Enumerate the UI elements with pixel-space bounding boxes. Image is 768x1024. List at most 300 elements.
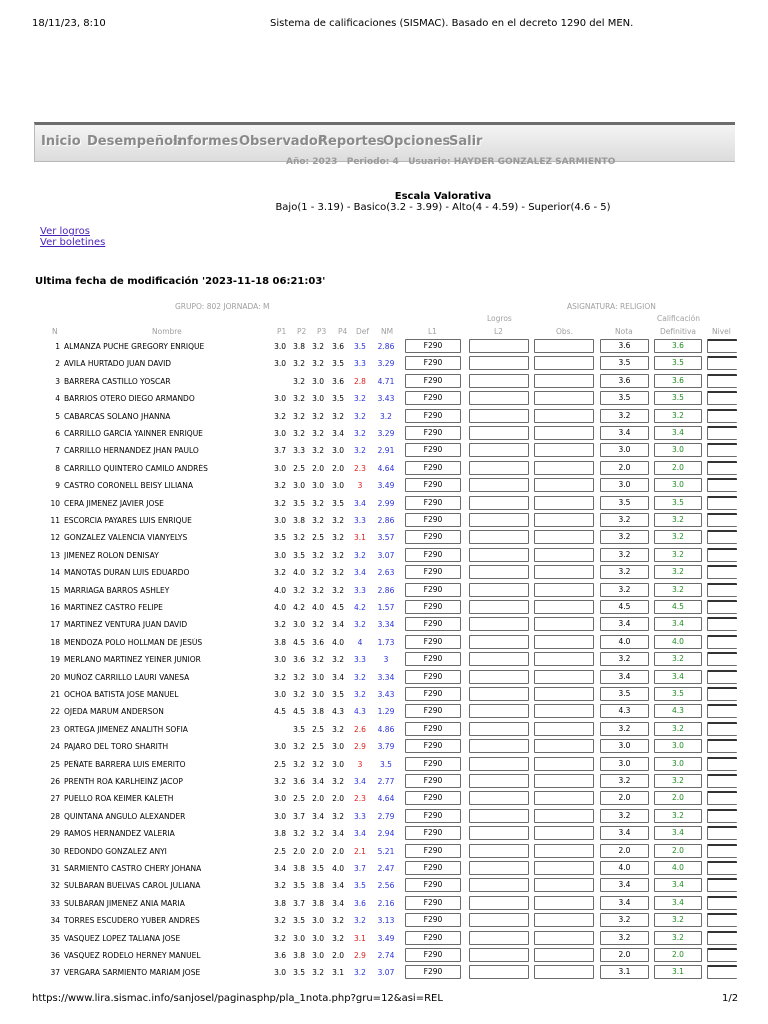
- logro-l2-field[interactable]: [469, 844, 529, 858]
- grade-nm: 3.49: [377, 481, 395, 491]
- grade-p3: 3.0: [312, 933, 324, 943]
- menu-desempenos[interactable]: Desempeños: [87, 134, 181, 149]
- grade-p1: 3.7: [274, 446, 286, 456]
- logro-l1-field[interactable]: F290: [405, 339, 461, 353]
- nota-field[interactable]: 3.2: [600, 931, 649, 945]
- grade-def: 3.3: [354, 516, 366, 525]
- observation-field[interactable]: [534, 913, 594, 927]
- nivel-field[interactable]: [707, 965, 737, 979]
- logro-l2-field[interactable]: [469, 704, 529, 718]
- calificacion-definitiva-field[interactable]: 3.2: [654, 809, 702, 823]
- logro-l2-field[interactable]: [469, 809, 529, 823]
- logro-l2-field[interactable]: [469, 374, 529, 388]
- row-number: 20: [50, 672, 60, 682]
- observation-field[interactable]: [534, 356, 594, 370]
- grade-nm: 2.77: [377, 777, 395, 786]
- logro-l1-field[interactable]: F290: [405, 774, 461, 788]
- logro-l2-field[interactable]: [469, 913, 529, 927]
- col-p4: P4: [338, 327, 348, 336]
- logro-l1-field[interactable]: F290: [405, 374, 461, 388]
- grade-p1: 3.0: [274, 394, 286, 404]
- grade-p3: 3.0: [312, 672, 324, 682]
- observation-field[interactable]: [534, 426, 594, 440]
- grade-def: 3.2: [354, 429, 366, 438]
- nivel-field[interactable]: [707, 704, 737, 718]
- calificacion-definitiva-field[interactable]: 2.0: [654, 844, 702, 858]
- nota-field[interactable]: 3.4: [600, 426, 649, 440]
- nivel-field[interactable]: [707, 722, 737, 736]
- observation-field[interactable]: [534, 583, 594, 597]
- observation-field[interactable]: [534, 948, 594, 962]
- nivel-field[interactable]: [707, 635, 737, 649]
- nota-field[interactable]: 3.1: [600, 965, 649, 979]
- nivel-field[interactable]: [707, 530, 737, 544]
- nota-field[interactable]: 3.0: [600, 443, 649, 457]
- logro-l2-field[interactable]: [469, 513, 529, 527]
- student-name: REDONDO GONZALEZ ANYI: [64, 846, 167, 856]
- nivel-field[interactable]: [707, 461, 737, 475]
- logro-l1-field[interactable]: F290: [405, 704, 461, 718]
- calificacion-definitiva-field[interactable]: 3.4: [654, 426, 702, 440]
- grade-def: 3.1: [354, 933, 366, 943]
- logro-l1-field[interactable]: F290: [405, 722, 461, 736]
- grade-p4: 3.4: [332, 829, 344, 839]
- logro-l1-field[interactable]: F290: [405, 356, 461, 370]
- logro-l2-field[interactable]: [469, 565, 529, 579]
- logro-l2-field[interactable]: [469, 426, 529, 440]
- logro-l1-field[interactable]: F290: [405, 583, 461, 597]
- menu-observador[interactable]: Observador: [239, 134, 325, 149]
- nota-field[interactable]: 3.5: [600, 687, 649, 701]
- nivel-field[interactable]: [707, 739, 737, 753]
- observation-field[interactable]: [534, 739, 594, 753]
- student-name: CARRILLO GARCIA YAINNER ENRIQUE: [64, 429, 203, 438]
- calificacion-definitiva-field[interactable]: 3.2: [654, 583, 702, 597]
- nota-field[interactable]: 3.0: [600, 739, 649, 753]
- nivel-field[interactable]: [707, 443, 737, 457]
- logro-l2-field[interactable]: [469, 600, 529, 614]
- grade-p1: 3.2: [274, 620, 286, 630]
- nota-field[interactable]: 3.2: [600, 913, 649, 927]
- nivel-field[interactable]: [707, 391, 737, 405]
- nota-field[interactable]: 3.2: [600, 583, 649, 597]
- logro-l1-field[interactable]: F290: [405, 878, 461, 892]
- grade-nm: 2.63: [377, 568, 395, 578]
- nivel-field[interactable]: [707, 548, 737, 562]
- calificacion-definitiva-field[interactable]: 2.0: [654, 791, 702, 805]
- observation-field[interactable]: [534, 548, 594, 562]
- nota-field[interactable]: 3.5: [600, 391, 649, 405]
- table-row: [0, 964, 768, 981]
- nota-field[interactable]: 4.3: [600, 704, 649, 718]
- grade-p2: 3.2: [293, 742, 305, 752]
- student-name: MARRIAGA BARROS ASHLEY: [64, 585, 170, 595]
- nivel-field[interactable]: [707, 496, 737, 510]
- nivel-field[interactable]: [707, 356, 737, 370]
- observation-field[interactable]: [534, 878, 594, 892]
- grade-p2: 3.2: [293, 394, 305, 404]
- logro-l2-field[interactable]: [469, 774, 529, 788]
- col-n: N: [52, 327, 58, 336]
- calificacion-definitiva-field[interactable]: 3.5: [654, 687, 702, 701]
- calificacion-definitiva-field[interactable]: 3.4: [654, 617, 702, 631]
- grade-p4: 3.2: [332, 655, 344, 665]
- table-row: [0, 651, 768, 668]
- grade-nm: 1.29: [377, 707, 395, 717]
- nivel-field[interactable]: [707, 409, 737, 423]
- nota-field[interactable]: 2.0: [600, 844, 649, 858]
- nota-field[interactable]: 3.6: [600, 374, 649, 388]
- nota-field[interactable]: 3.2: [600, 652, 649, 666]
- logro-l1-field[interactable]: F290: [405, 809, 461, 823]
- nivel-field[interactable]: [707, 791, 737, 805]
- observation-field[interactable]: [534, 565, 594, 579]
- logro-l2-field[interactable]: [469, 739, 529, 753]
- nota-field[interactable]: 2.0: [600, 791, 649, 805]
- calificacion-definitiva-field[interactable]: 3.2: [654, 652, 702, 666]
- nota-field[interactable]: 2.0: [600, 461, 649, 475]
- nivel-field[interactable]: [707, 757, 737, 771]
- logro-l1-field[interactable]: F290: [405, 600, 461, 614]
- observation-field[interactable]: [534, 896, 594, 910]
- menu-inicio[interactable]: Inicio: [41, 134, 81, 149]
- observation-field[interactable]: [534, 861, 594, 875]
- grade-def: 3.4: [354, 777, 366, 786]
- calificacion-definitiva-field[interactable]: 3.2: [654, 548, 702, 562]
- nivel-field[interactable]: [707, 339, 737, 353]
- nota-field[interactable]: 3.4: [600, 896, 649, 910]
- logro-l1-field[interactable]: F290: [405, 896, 461, 910]
- observation-field[interactable]: [534, 826, 594, 840]
- nota-field[interactable]: 4.5: [600, 600, 649, 614]
- logro-l2-field[interactable]: [469, 878, 529, 892]
- grade-p3: 3.0: [312, 916, 324, 926]
- observation-field[interactable]: [534, 722, 594, 736]
- row-number: 33: [50, 898, 60, 908]
- logro-l2-field[interactable]: [469, 757, 529, 771]
- observation-field[interactable]: [534, 409, 594, 423]
- grade-def: 2.9: [354, 742, 366, 752]
- nota-field[interactable]: 3.4: [600, 617, 649, 631]
- grade-p1: 3.0: [274, 516, 286, 525]
- logro-l2-field[interactable]: [469, 478, 529, 492]
- nivel-field[interactable]: [707, 913, 737, 927]
- observation-field[interactable]: [534, 670, 594, 684]
- observation-field[interactable]: [534, 443, 594, 457]
- observation-field[interactable]: [534, 687, 594, 701]
- observation-field[interactable]: [534, 617, 594, 631]
- grade-nm: 3.49: [377, 933, 395, 943]
- row-number: 27: [50, 794, 60, 804]
- logro-l2-field[interactable]: [469, 461, 529, 475]
- observation-field[interactable]: [534, 391, 594, 405]
- ver-logros-link[interactable]: Ver logros: [40, 226, 90, 237]
- calificacion-definitiva-field[interactable]: 3.2: [654, 513, 702, 527]
- observation-field[interactable]: [534, 513, 594, 527]
- calificacion-definitiva-field[interactable]: 3.2: [654, 722, 702, 736]
- nivel-field[interactable]: [707, 844, 737, 858]
- logro-l2-field[interactable]: [469, 409, 529, 423]
- logro-l2-field[interactable]: [469, 722, 529, 736]
- calificacion-definitiva-field[interactable]: 3.4: [654, 878, 702, 892]
- nota-field[interactable]: 3.6: [600, 339, 649, 353]
- calificacion-definitiva-field[interactable]: 3.0: [654, 739, 702, 753]
- grade-p4: 3.0: [332, 481, 344, 491]
- calificacion-definitiva-field[interactable]: 3.2: [654, 913, 702, 927]
- nota-field[interactable]: 3.2: [600, 409, 649, 423]
- nivel-field[interactable]: [707, 513, 737, 527]
- nivel-field[interactable]: [707, 861, 737, 875]
- grade-def: 3.6: [354, 898, 366, 908]
- logro-l2-field[interactable]: [469, 635, 529, 649]
- logro-l1-field[interactable]: F290: [405, 391, 461, 405]
- nivel-field[interactable]: [707, 687, 737, 701]
- logro-l1-field[interactable]: F290: [405, 513, 461, 527]
- nivel-field[interactable]: [707, 931, 737, 945]
- calificacion-definitiva-field[interactable]: 3.6: [654, 339, 702, 353]
- logro-l2-field[interactable]: [469, 861, 529, 875]
- logro-l2-field[interactable]: [469, 896, 529, 910]
- logro-l1-field[interactable]: F290: [405, 861, 461, 875]
- nota-field[interactable]: 3.5: [600, 356, 649, 370]
- table-row: [0, 877, 768, 894]
- logro-l1-field[interactable]: F290: [405, 426, 461, 440]
- observation-field[interactable]: [534, 774, 594, 788]
- grade-p4: 4.5: [332, 603, 344, 612]
- nota-field[interactable]: 2.0: [600, 948, 649, 962]
- calificacion-definitiva-field[interactable]: 3.0: [654, 443, 702, 457]
- student-name: ESCORCIA PAYARES LUIS ENRIQUE: [64, 516, 192, 525]
- logro-l1-field[interactable]: F290: [405, 826, 461, 840]
- grade-nm: 3.29: [377, 429, 395, 438]
- logro-l2-field[interactable]: [469, 356, 529, 370]
- observation-field[interactable]: [534, 965, 594, 979]
- row-number: 37: [50, 968, 60, 978]
- logro-l2-field[interactable]: [469, 617, 529, 631]
- nota-field[interactable]: 3.2: [600, 809, 649, 823]
- logro-l1-field[interactable]: F290: [405, 687, 461, 701]
- row-number: 18: [50, 637, 60, 647]
- logro-l2-field[interactable]: [469, 391, 529, 405]
- calificacion-definitiva-field[interactable]: 4.3: [654, 704, 702, 718]
- observation-field[interactable]: [534, 652, 594, 666]
- logro-l2-field[interactable]: [469, 687, 529, 701]
- nota-field[interactable]: 3.2: [600, 774, 649, 788]
- grade-nm: 2.16: [377, 898, 395, 908]
- nota-field[interactable]: 3.0: [600, 757, 649, 771]
- logro-l2-field[interactable]: [469, 583, 529, 597]
- grade-p3: 3.2: [312, 620, 324, 630]
- observation-field[interactable]: [534, 704, 594, 718]
- logro-l1-field[interactable]: F290: [405, 965, 461, 979]
- nivel-field[interactable]: [707, 670, 737, 684]
- observation-field[interactable]: [534, 339, 594, 353]
- calificacion-definitiva-field[interactable]: 2.0: [654, 461, 702, 475]
- calificacion-definitiva-field[interactable]: 3.1: [654, 965, 702, 979]
- calificacion-definitiva-field[interactable]: 3.2: [654, 931, 702, 945]
- calificacion-definitiva-field[interactable]: 3.0: [654, 757, 702, 771]
- nota-field[interactable]: 3.4: [600, 826, 649, 840]
- nota-field[interactable]: 3.2: [600, 722, 649, 736]
- nota-field[interactable]: 3.0: [600, 478, 649, 492]
- nota-field[interactable]: 3.5: [600, 496, 649, 510]
- nota-field[interactable]: 3.4: [600, 670, 649, 684]
- logro-l1-field[interactable]: F290: [405, 548, 461, 562]
- calificacion-definitiva-field[interactable]: 3.2: [654, 565, 702, 579]
- nivel-field[interactable]: [707, 809, 737, 823]
- logro-l1-field[interactable]: F290: [405, 461, 461, 475]
- logro-l1-field[interactable]: F290: [405, 635, 461, 649]
- logro-l2-field[interactable]: [469, 791, 529, 805]
- row-number: 36: [50, 951, 60, 960]
- observation-field[interactable]: [534, 809, 594, 823]
- nivel-field[interactable]: [707, 878, 737, 892]
- observation-field[interactable]: [534, 530, 594, 544]
- grade-p4: 3.5: [332, 394, 344, 404]
- grade-nm: 3.34: [377, 620, 395, 630]
- calificacion-definitiva-field[interactable]: 3.4: [654, 826, 702, 840]
- menu-reportes[interactable]: Reportes: [318, 134, 385, 149]
- nivel-field[interactable]: [707, 374, 737, 388]
- logro-l1-field[interactable]: F290: [405, 670, 461, 684]
- logro-l1-field[interactable]: F290: [405, 530, 461, 544]
- observation-field[interactable]: [534, 478, 594, 492]
- calificacion-definitiva-field[interactable]: 3.5: [654, 391, 702, 405]
- grade-nm: 4.86: [377, 724, 395, 734]
- observation-field[interactable]: [534, 931, 594, 945]
- calificacion-definitiva-field[interactable]: 4.0: [654, 635, 702, 649]
- logro-l2-field[interactable]: [469, 496, 529, 510]
- grade-p2: 3.0: [293, 620, 305, 630]
- grade-p2: 3.7: [293, 811, 305, 821]
- logro-l1-field[interactable]: F290: [405, 913, 461, 927]
- logro-l1-field[interactable]: F290: [405, 652, 461, 666]
- calificacion-definitiva-field[interactable]: 3.2: [654, 530, 702, 544]
- logro-l2-field[interactable]: [469, 670, 529, 684]
- calificacion-definitiva-field[interactable]: 3.4: [654, 896, 702, 910]
- calificacion-definitiva-field[interactable]: 3.5: [654, 356, 702, 370]
- nota-field[interactable]: 3.2: [600, 530, 649, 544]
- col-p1: P1: [277, 327, 287, 336]
- calificacion-definitiva-field[interactable]: 3.0: [654, 478, 702, 492]
- logro-l1-field[interactable]: F290: [405, 931, 461, 945]
- observation-field[interactable]: [534, 600, 594, 614]
- logro-l1-field[interactable]: F290: [405, 565, 461, 579]
- grade-nm: 2.56: [377, 881, 395, 891]
- logro-l1-field[interactable]: F290: [405, 844, 461, 858]
- grade-def: 3.2: [354, 411, 366, 421]
- student-name: OJEDA MARUM ANDERSON: [64, 707, 164, 717]
- nivel-field[interactable]: [707, 565, 737, 579]
- logro-l1-field[interactable]: F290: [405, 757, 461, 771]
- logro-l1-field[interactable]: F290: [405, 617, 461, 631]
- logro-l1-field[interactable]: F290: [405, 496, 461, 510]
- observation-field[interactable]: [534, 844, 594, 858]
- logro-l1-field[interactable]: F290: [405, 478, 461, 492]
- grade-nm: 3.07: [377, 550, 395, 560]
- nivel-field[interactable]: [707, 600, 737, 614]
- nivel-field[interactable]: [707, 617, 737, 631]
- logro-l1-field[interactable]: F290: [405, 948, 461, 962]
- observation-field[interactable]: [534, 496, 594, 510]
- observation-field[interactable]: [534, 635, 594, 649]
- nivel-field[interactable]: [707, 652, 737, 666]
- print-footer-page: 1/2: [722, 993, 739, 1004]
- nota-field[interactable]: 3.2: [600, 565, 649, 579]
- logro-l1-field[interactable]: F290: [405, 409, 461, 423]
- nota-field[interactable]: 3.4: [600, 878, 649, 892]
- calificacion-definitiva-field[interactable]: 3.5: [654, 496, 702, 510]
- observation-field[interactable]: [534, 757, 594, 771]
- grade-p2: 4.5: [293, 707, 305, 717]
- row-number: 9: [55, 481, 60, 491]
- nivel-field[interactable]: [707, 774, 737, 788]
- nivel-field[interactable]: [707, 426, 737, 440]
- logro-l2-field[interactable]: [469, 652, 529, 666]
- nota-field[interactable]: 4.0: [600, 861, 649, 875]
- logro-l2-field[interactable]: [469, 443, 529, 457]
- table-row: [0, 825, 768, 842]
- logro-l2-field[interactable]: [469, 965, 529, 979]
- student-name: ORTEGA JIMENEZ ANALITH SOFIA: [64, 724, 188, 734]
- table-row: [0, 930, 768, 947]
- grade-p2: 3.2: [293, 585, 305, 595]
- col-p2: P2: [297, 327, 307, 336]
- nivel-field[interactable]: [707, 478, 737, 492]
- nivel-field[interactable]: [707, 826, 737, 840]
- logro-l2-field[interactable]: [469, 826, 529, 840]
- grade-p3: 4.0: [312, 603, 324, 612]
- logro-l1-field[interactable]: F290: [405, 791, 461, 805]
- menu-salir[interactable]: Salir: [449, 134, 483, 149]
- nivel-field[interactable]: [707, 948, 737, 962]
- menu-opciones[interactable]: Opciones: [383, 134, 451, 149]
- nota-field[interactable]: 4.0: [600, 635, 649, 649]
- logro-l2-field[interactable]: [469, 339, 529, 353]
- grade-p3: 3.5: [312, 864, 324, 873]
- nivel-field[interactable]: [707, 896, 737, 910]
- observation-field[interactable]: [534, 791, 594, 805]
- ver-boletines-link[interactable]: Ver boletines: [40, 237, 106, 248]
- nota-field[interactable]: 3.2: [600, 548, 649, 562]
- calificacion-definitiva-field[interactable]: 2.0: [654, 948, 702, 962]
- student-name: CABARCAS SOLANO JHANNA: [64, 411, 171, 421]
- calificacion-definitiva-field[interactable]: 3.6: [654, 374, 702, 388]
- observation-field[interactable]: [534, 374, 594, 388]
- logro-l2-field[interactable]: [469, 931, 529, 945]
- logro-l2-field[interactable]: [469, 948, 529, 962]
- menu-informes[interactable]: Informes: [173, 134, 239, 149]
- nivel-field[interactable]: [707, 583, 737, 597]
- grade-p2: 3.2: [293, 829, 305, 839]
- calificacion-definitiva-field[interactable]: 3.2: [654, 774, 702, 788]
- logro-l2-field[interactable]: [469, 530, 529, 544]
- nota-field[interactable]: 3.2: [600, 513, 649, 527]
- logro-l1-field[interactable]: F290: [405, 739, 461, 753]
- grade-p2: 2.0: [293, 846, 305, 856]
- col-obs: Obs.: [556, 327, 573, 336]
- student-name: SULBARAN JIMENEZ ANIA MARIA: [64, 898, 185, 908]
- grade-nm: 2.86: [377, 342, 395, 351]
- observation-field[interactable]: [534, 461, 594, 475]
- scale-title: Escala Valorativa: [394, 191, 492, 202]
- calificacion-definitiva-field[interactable]: 4.5: [654, 600, 702, 614]
- calificacion-definitiva-field[interactable]: 3.2: [654, 409, 702, 423]
- calificacion-definitiva-field[interactable]: 4.0: [654, 861, 702, 875]
- logro-l2-field[interactable]: [469, 548, 529, 562]
- logro-l1-field[interactable]: F290: [405, 443, 461, 457]
- calificacion-definitiva-field[interactable]: 3.4: [654, 670, 702, 684]
